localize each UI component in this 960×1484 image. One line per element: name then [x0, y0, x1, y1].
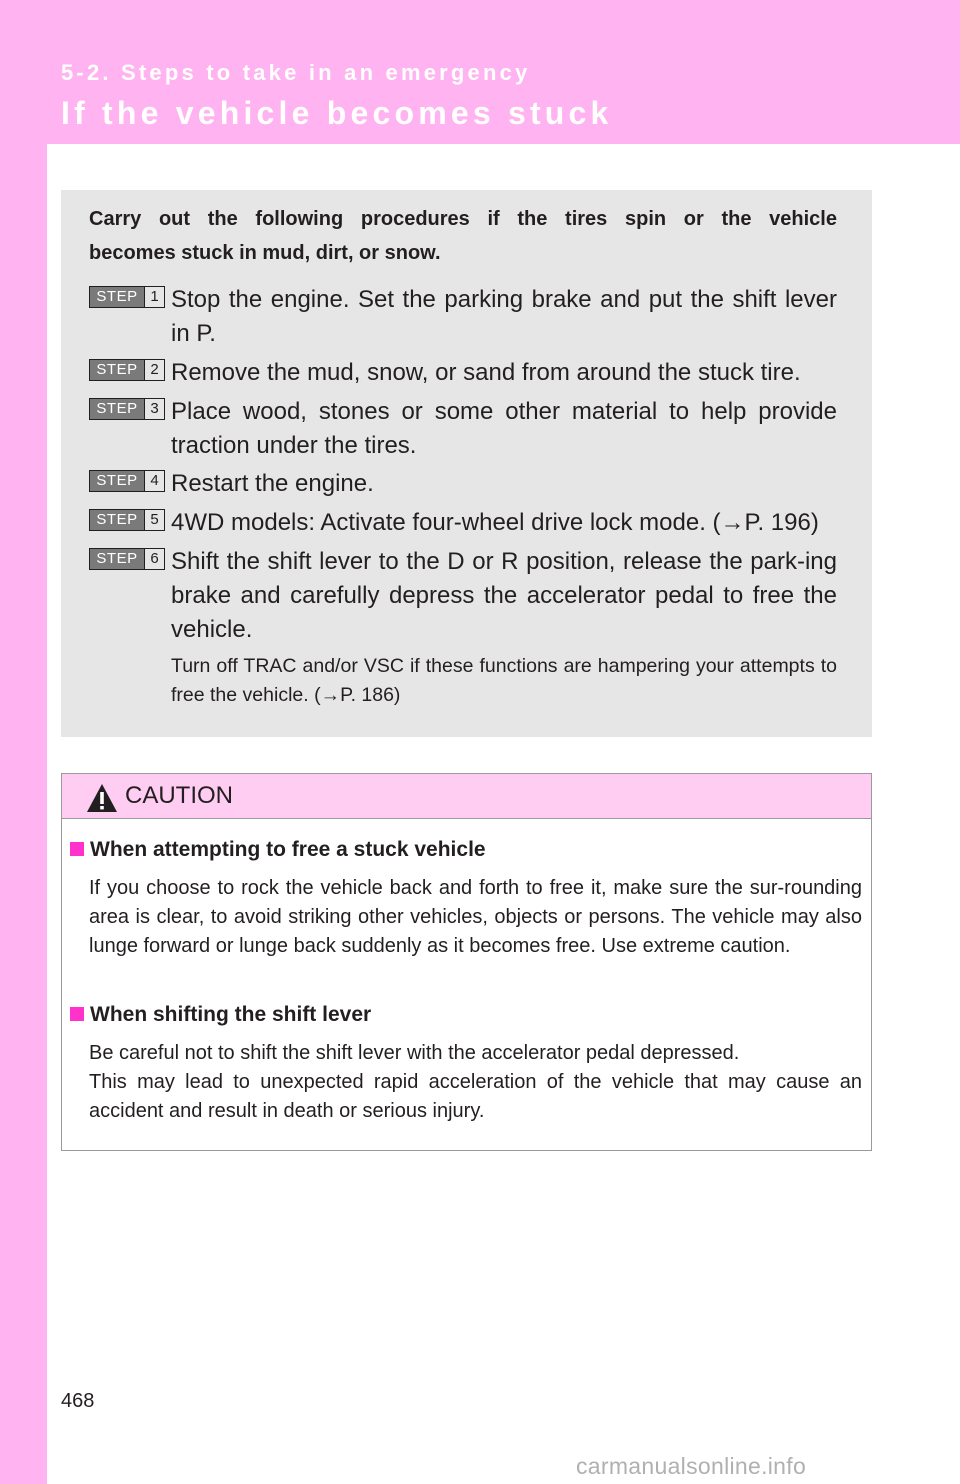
- caution-heading-shift: [70, 1000, 371, 1030]
- page-number: 468: [61, 1390, 95, 1412]
- caution-body-stuck: If you choose to rock the vehicle back and forth to free it, make sure the sur-rounding area is clear, to avoid striking other vehicles, objects or persons. The vehicle may also lunge forward or lunge back suddenly as it becomes free. Use extreme caution.: [89, 877, 862, 957]
- step-text: Remove the mud, snow, or sand from around the stuck tire.: [171, 359, 801, 386]
- warning-triangle-icon: [86, 783, 118, 813]
- step-badge: [89, 286, 165, 308]
- procedure-intro-line2: becomes stuck in mud, dirt, or snow.: [89, 242, 441, 264]
- procedure-intro: [89, 202, 837, 270]
- step-note: Turn off TRAC and/or VSC if these functions are hampering your attempts to free the vehicle. (→P. 186): [171, 655, 837, 706]
- step-word: STEP: [90, 287, 144, 307]
- page-header: [0, 0, 960, 144]
- side-tab-strip: [0, 144, 47, 1484]
- caution-body-shift: [89, 1039, 862, 1126]
- step-word: STEP: [90, 471, 144, 491]
- step-text: Shift the shift lever to the D or R position, release the park-ing brake and carefully depress the accelerator pedal to free the vehicle.: [171, 548, 837, 643]
- section-label: 5-2. Steps to take in an emergency: [61, 60, 531, 85]
- watermark: carmanualsonline.info: [576, 1453, 807, 1479]
- step-number: 5: [144, 510, 164, 530]
- step-number: 3: [144, 399, 164, 419]
- caution-title: CAUTION: [125, 782, 233, 809]
- step-number: 4: [144, 471, 164, 491]
- step-badge: [89, 398, 165, 420]
- step-text: Stop the engine. Set the parking brake and put the shift lever in P.: [171, 286, 837, 347]
- step-word: STEP: [90, 399, 144, 419]
- caution-body-shift-line1: Be careful not to shift the shift lever with the accelerator pedal depressed.: [89, 1042, 740, 1064]
- step-text: 4WD models: Activate four-wheel drive lock mode. (→P. 196): [171, 509, 819, 536]
- step-word: STEP: [90, 510, 144, 530]
- step-badge: [89, 470, 165, 492]
- step-number: 2: [144, 360, 164, 380]
- step-badge: [89, 548, 165, 570]
- step-badge: [89, 359, 165, 381]
- caution-header: [62, 774, 871, 819]
- caution-body-shift-line2: This may lead to unexpected rapid acceleration of the vehicle that may cause an accident and result in death or serious injury.: [89, 1071, 862, 1122]
- step-word: STEP: [90, 549, 144, 569]
- step-number: 1: [144, 287, 164, 307]
- caution-heading-text: When attempting to free a stuck vehicle: [90, 838, 486, 861]
- procedure-intro-line1: Carry out the following procedures if the tires spin or the vehicle: [89, 208, 837, 230]
- step-text: Place wood, stones or some other material to help provide traction under the tires.: [171, 398, 837, 459]
- step-badge: [89, 509, 165, 531]
- caution-heading-text: When shifting the shift lever: [90, 1003, 372, 1026]
- step-word: STEP: [90, 360, 144, 380]
- step-text: Restart the engine.: [171, 470, 374, 497]
- square-bullet-icon: [70, 842, 84, 856]
- step-number: 6: [144, 549, 164, 569]
- caution-box: [61, 773, 872, 1151]
- caution-heading-stuck: [70, 835, 486, 865]
- procedure-box: [61, 190, 872, 737]
- square-bullet-icon: [70, 1007, 84, 1021]
- page-title: If the vehicle becomes stuck: [61, 95, 613, 131]
